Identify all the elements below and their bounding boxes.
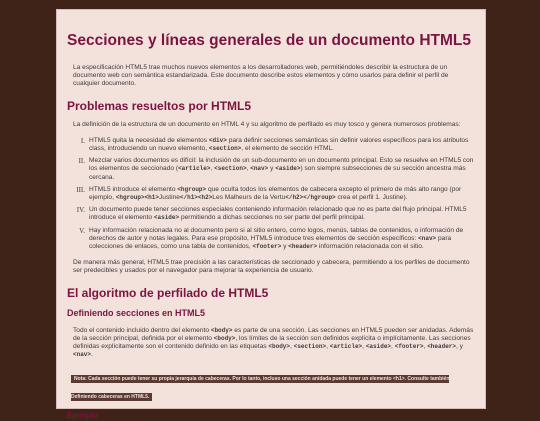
inline-code: <header> — [427, 343, 457, 351]
inline-code: <footer> — [252, 243, 282, 251]
inline-text: Hay información relacionada no al documento pero si al sitio entero, como logos, menús, tablas de contenidos, o información de derechos de autor y notas legales. Para ese propósito, HTML5 introduce tres elementos de sección específicos: — [89, 226, 464, 242]
page-title: Secciones y líneas generales de un documento HTML5 — [67, 32, 471, 49]
list-item-number: I. — [80, 136, 85, 145]
inline-text: HTML5 introduce el elemento — [89, 185, 178, 193]
defining-sections-paragraph — [67, 327, 475, 360]
note-box — [67, 367, 475, 403]
inline-code: <nav> — [418, 234, 437, 242]
inline-text: , — [362, 343, 366, 351]
inline-code: <body> — [210, 326, 233, 334]
inline-text: , — [326, 343, 330, 351]
inline-text: , y — [456, 343, 463, 351]
inline-text: Mezclar varios documentos es difícil: la inclusión de un sub-documento en un documento principal. Esto se resuelve en HTML5 con los elementos de seccionado ( — [89, 157, 474, 173]
inline-text: es parte de una sección. Las secciones en HTML5 pueden ser anidadas. Además de la sección principal, definida por el elemento — [73, 326, 474, 342]
problem-list-item — [80, 136, 475, 153]
inline-text: . — [91, 351, 93, 359]
inline-text: Un documento puede tener secciones especiales conteniendo información relacionado que no es parte del flujo principal. HTML5 introduce el elemento — [89, 206, 467, 222]
inline-code: <nav> — [250, 165, 269, 173]
inline-text: , el elemento de sección HTML. — [241, 145, 335, 153]
inline-text: que oculta todos los elementos de cabecera excepto el primero de más alto rango (por ejemplo, — [89, 185, 462, 202]
inline-code: </h1><h2> — [179, 194, 213, 202]
inline-text: , — [423, 343, 428, 351]
inline-text: Justine — [158, 194, 180, 202]
inline-text: , — [246, 165, 251, 173]
inline-text: permitiendo a dichas secciones no ser parte del perfil principal. — [179, 214, 365, 222]
inline-code: <section> — [208, 145, 242, 153]
inline-text: , — [210, 165, 215, 173]
note-text: Nota: Cada sección puede tener su propia jerarquía de cabeceras. Por lo tanto, incluso una sección anidada puede tener un elemento <h1>. Consulte también Definiendo cabeceras en HTML5. — [71, 376, 450, 401]
document-content — [57, 10, 485, 421]
inline-text: y — [268, 165, 276, 173]
list-item-number: III. — [76, 185, 85, 194]
list-item-number: II. — [78, 157, 85, 166]
inline-code: <article> — [178, 165, 211, 173]
problem-list-item — [76, 185, 475, 202]
problems-list — [67, 137, 475, 251]
list-item-number: V. — [79, 226, 85, 235]
problem-list-item — [79, 226, 475, 252]
inline-code: <article> — [329, 343, 363, 351]
inline-text: , los límites de la sección son definidos explícita o implícitamente. Las secciones definidas explícitamente son el contenido definido en las etiquetas — [73, 334, 471, 351]
inline-code: <nav> — [73, 351, 92, 359]
inline-text: ) son siempre subsecciones de su sección ancestra más cercana. — [89, 165, 466, 181]
section-heading-problems: Problemas resueltos por HTML5 — [67, 98, 252, 113]
inline-code: <hgroup> — [177, 185, 207, 193]
inline-code: <section> — [214, 165, 247, 173]
inline-code: <aside> — [153, 214, 180, 222]
inline-code: <aside> — [365, 343, 392, 351]
inline-text: información relacionada con el sitio. — [317, 243, 424, 251]
inline-code: <body> — [268, 343, 290, 351]
subsection-heading-defining: Definiendo secciones en HTML5 — [67, 307, 206, 318]
inline-text: , — [391, 343, 395, 351]
inline-code: </h2></hgroup> — [285, 194, 336, 202]
inline-code: <body> — [213, 334, 236, 342]
inline-code: <hgroup><h1> — [115, 194, 159, 202]
section-heading-algorithm: El algoritmo de perfilado de HTML5 — [67, 285, 269, 300]
example-heading: Ejemplo — [67, 411, 99, 421]
list-item-number: IV. — [76, 206, 85, 215]
inline-text: Les Malheurs de la Vertu — [212, 194, 286, 202]
inline-code: <footer> — [394, 343, 424, 351]
inline-text: para colecciones de enlaces, como una tabla de contenidos, — [89, 234, 452, 251]
problems-closing-paragraph: De manera más general, HTML5 trae precisión a las características de seccionado y cabecera, permitiendo a los perfiles de documento ser predecibles y usados por el navegador para mejorar la experiencia de usuario. — [73, 259, 470, 275]
inline-text: crea el perfil 1. Justine). — [335, 194, 408, 202]
inline-text: para definir secciones semánticas sin definir valores específicos para los atributos class, introduciendo un nuevo elemento, — [89, 136, 469, 153]
problem-list-item — [78, 157, 475, 182]
intro-paragraph: La especificación HTML5 trae muchos nuevos elementos a los desarrolladores web, permitiéndoles describir la estructura de un documento web con semántica estandarizada. Este documento describe estos elementos y cómo usarlos para definir el perfil de cualquier documento. — [73, 64, 449, 88]
inline-code: <section> — [293, 343, 327, 351]
inline-text: Todo el contenido incluido dentro del elemento — [73, 326, 211, 334]
problem-list-item — [76, 206, 475, 222]
inline-code: <aside> — [275, 165, 301, 173]
inline-text: , — [290, 343, 294, 351]
document-page — [56, 9, 486, 421]
inline-text: y — [281, 243, 289, 251]
inline-code: <header> — [288, 243, 318, 251]
inline-text: HTML5 quita la necesidad de elementos — [89, 136, 209, 144]
problems-lead-paragraph: La definición de la estructura de un documento en HTML 4 y su algoritmo de perfilado es muy tosco y genera numerosos problemas: — [73, 120, 461, 128]
inline-code: <div> — [208, 136, 227, 144]
